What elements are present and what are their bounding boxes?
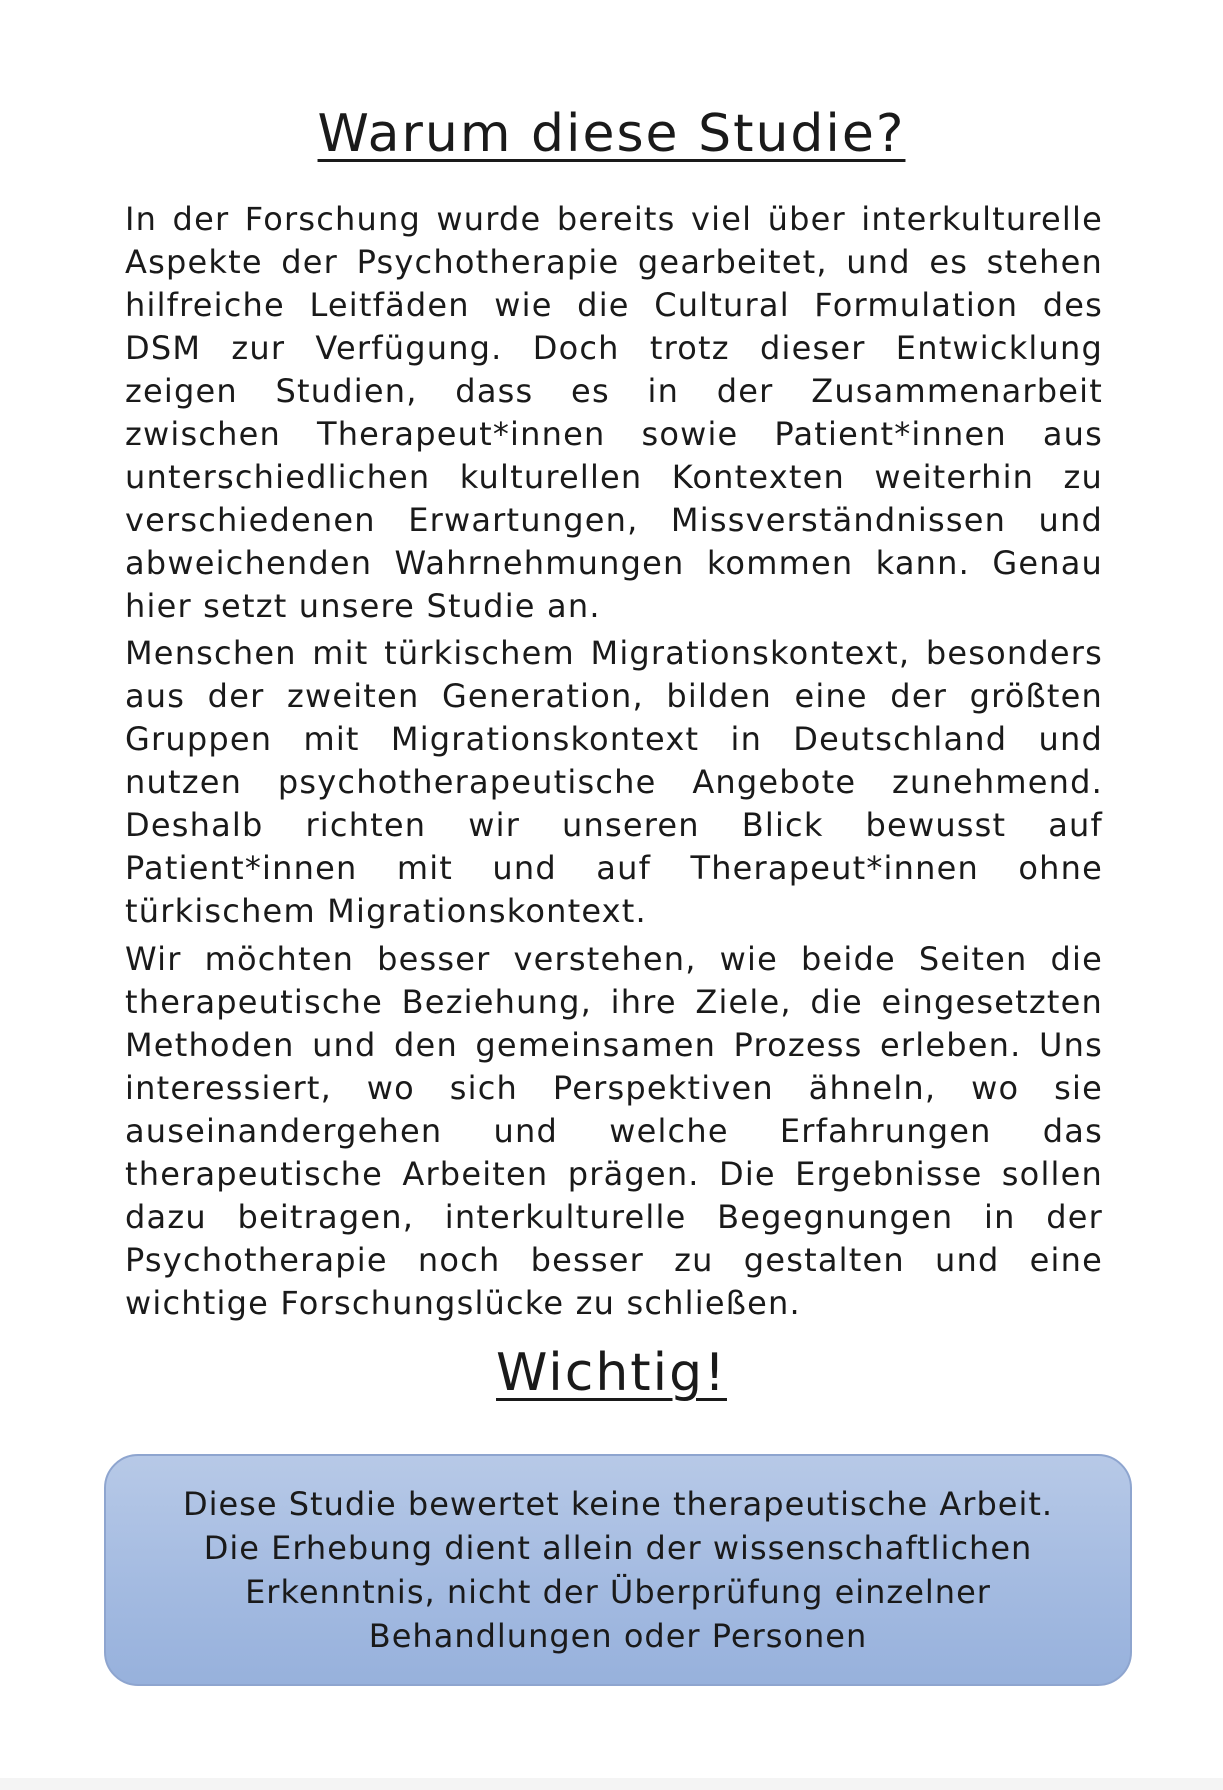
- page-title: [0, 104, 1223, 164]
- callout-text: Diese Studie bewertet keine therapeutische Arbeit. Die Erhebung dient allein der wissenschaftlichen Erkenntnis, nicht der Überprüfung einzelner Behandlungen oder Personen: [182, 1485, 1054, 1655]
- important-heading: [0, 1343, 1223, 1403]
- page-bottom-edge: [0, 1778, 1223, 1790]
- important-callout-box: [104, 1454, 1132, 1686]
- paragraph-study-goals: Wir möchten besser verstehen, wie beide Seiten die therapeutische Beziehung, ihre Ziele, die eingesetzten Methoden und den gemeinsamen Prozess erleben. Uns interessiert, wo sich Perspektiven ähneln, wo sie auseinandergehen und welche Erfahrungen das therapeutische Arbeiten prägen. Die Ergebnisse sollen dazu beitragen, interkulturelle Begegnungen in der Psychotherapie noch besser zu gestalten und eine wichtige Forschungslücke zu schließen.: [125, 940, 1103, 1322]
- paragraph-target-group: Menschen mit türkischem Migrationskontext, besonders aus der zweiten Generation, bilden eine der größten Gruppen mit Migrationskontext in Deutschland und nutzen psychotherapeutische Angebote zunehmend. Deshalb richten wir unseren Blick bewusst auf Patient*innen mit und auf Therapeut*innen ohne türkischem Migrationskontext.: [125, 634, 1103, 930]
- page-title-text: Warum diese Studie?: [317, 104, 906, 164]
- important-heading-text: Wichtig!: [496, 1343, 727, 1403]
- paragraph-research-background: In der Forschung wurde bereits viel über interkulturelle Aspekte der Psychotherapie gearbeitet, und es stehen hilfreiche Leitfäden wie die Cultural Formulation des DSM zur Verfügung. Doch trotz dieser Entwicklung zeigen Studien, dass es in der Zusammenarbeit zwischen Therapeut*innen sowie Patient*innen aus unterschiedlichen kulturellen Kontexten weiterhin zu verschiedenen Erwartungen, Missverständnissen und abweichenden Wahrnehmungen kommen kann. Genau hier setzt unsere Studie an.: [125, 200, 1103, 625]
